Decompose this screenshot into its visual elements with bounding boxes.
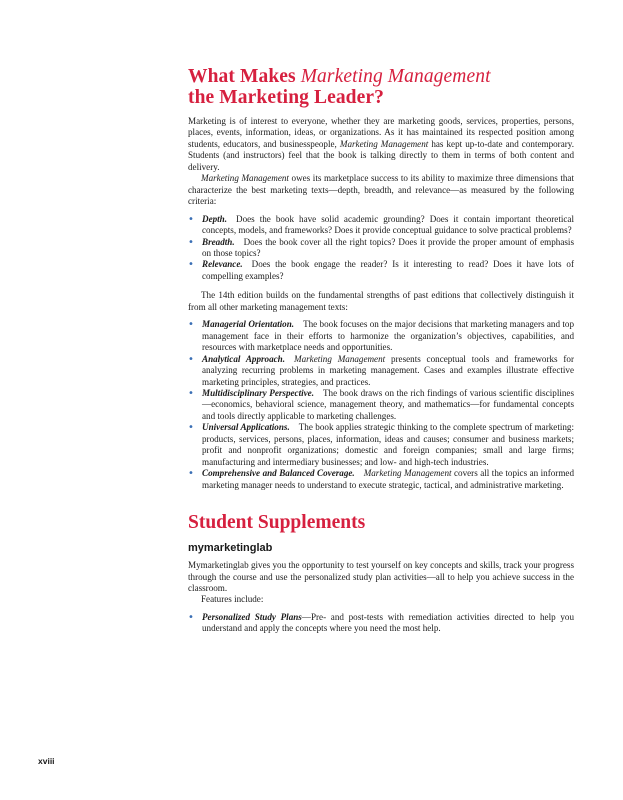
- heading-prefix: What Makes: [188, 66, 301, 87]
- features-label: Features include:: [201, 594, 264, 605]
- intro-paragraph-1: [188, 116, 574, 173]
- strength-term: Comprehensive and Balanced Coverage.: [202, 468, 355, 479]
- bullet-icon: •: [188, 319, 194, 331]
- page-number: xviii: [38, 756, 55, 766]
- list-item: [188, 354, 574, 388]
- list-item: [188, 319, 574, 353]
- list-item: [188, 259, 574, 282]
- intro-p1-text-b: has kept up-to-date and contemporary. Students (and instructors) feel that the book is talking directly to them in terms of both content and delivery.: [188, 138, 574, 172]
- criteria-term: Depth.: [202, 213, 228, 224]
- criteria-text: Does the book engage the reader? Is it interesting to read? Does it have lots of compelling examples?: [202, 259, 574, 281]
- list-item: [188, 237, 574, 260]
- strength-text: presents conceptual tools and frameworks for analyzing recurring problems in marketing management. Cases and examples illustrate effective marketing principles, strategies, and practices.: [202, 353, 574, 387]
- list-item: [188, 214, 574, 237]
- strength-text: covers all the topics an informed marketing manager needs to understand to execute strategic, tactical, and administrative marketing.: [202, 468, 574, 490]
- criteria-list: [188, 214, 574, 283]
- strength-term: Multidisciplinary Perspective.: [202, 387, 314, 398]
- features-list: [188, 612, 574, 635]
- feature-text: —Pre- and post-tests with remediation activities directed to help you understand and apply the concepts where you need the most help.: [202, 611, 574, 634]
- list-item: [188, 612, 574, 635]
- section-heading-student-supplements: Student Supplements: [188, 512, 366, 534]
- list-item: [188, 388, 574, 422]
- feature-term: Personalized Study Plans: [202, 611, 302, 622]
- criteria-text: Does the book cover all the right topics? Does it provide the proper amount of emphasis on those topics?: [202, 236, 574, 258]
- criteria-text: Does the book have solid academic grounding? Does it contain important theoretical concepts, models, and frameworks? Does it provide conceptual guidance to solve practical problems?: [202, 213, 574, 236]
- strength-term: Analytical Approach.: [202, 353, 286, 364]
- strength-book: Marketing Management: [363, 468, 452, 479]
- strength-book: Marketing Management: [294, 353, 386, 364]
- intro-p2-book: Marketing Management: [201, 173, 289, 184]
- edition-paragraph: The 14th edition builds on the fundamental strengths of past editions that collectively distinguish it from all other marketing management texts:: [188, 290, 574, 312]
- mymarketinglab-logo: mymarketinglab: [188, 542, 273, 555]
- strength-text: The book draws on the rich findings of various scientific disciplines—economics, behavioral science, management theory, and mathematics—for fundamental concepts and tools directly applicable to marketing challenges.: [202, 387, 575, 421]
- strengths-list: [188, 319, 574, 491]
- bullet-icon: •: [188, 213, 194, 225]
- strength-term: Managerial Orientation.: [202, 319, 295, 330]
- section-heading-marketing-leader: [188, 66, 574, 108]
- heading-book-title: Marketing Management: [300, 66, 491, 87]
- list-item: [188, 422, 574, 468]
- strength-text: The book focuses on the major decisions that marketing managers and top management face in their efforts to harmonize the organization’s objectives, capabilities, and resources with marketplace needs and opportunities.: [202, 319, 574, 353]
- bullet-icon: •: [188, 611, 194, 623]
- bullet-icon: •: [188, 353, 194, 365]
- bullet-icon: •: [188, 236, 194, 248]
- heading-line2: the Marketing Leader?: [188, 87, 384, 108]
- bullet-icon: •: [188, 387, 194, 399]
- bullet-icon: •: [188, 259, 194, 271]
- strength-term: Universal Applications.: [202, 422, 290, 433]
- criteria-term: Relevance.: [202, 259, 243, 270]
- intro-paragraph-2: [188, 173, 574, 207]
- strength-text: The book applies strategic thinking to the complete spectrum of marketing: products, services, persons, places, information, ideas and causes; consumer and business markets; profit and nonprofit organizations; domestic and foreign companies; small and large firms; manufacturing and intermediary businesses; and low- and high-tech industries.: [202, 422, 575, 467]
- bullet-icon: •: [188, 468, 194, 480]
- list-item: [188, 468, 574, 491]
- mymarketinglab-paragraph: Mymarketinglab gives you the opportunity to test yourself on key concepts and skills, track your progress through the course and use the personalized study plan activities—all to help you achieve success in the classroom.: [188, 560, 574, 593]
- bullet-icon: •: [188, 422, 194, 434]
- intro-p1-book: Marketing Management: [339, 138, 429, 149]
- intro-p1-text-a: Marketing is of interest to everyone, whether they are marketing goods, services, properties, persons, places, events, information, ideas, or organizations. As it has maintained its respected position among students, educators, and businesspeople,: [188, 116, 574, 149]
- intro-p2-text: owes its marketplace success to its ability to maximize three dimensions that characterize the best marketing texts—depth, breadth, and relevance—as measured by the following criteria:: [188, 173, 574, 207]
- criteria-term: Breadth.: [202, 236, 235, 247]
- page-content: [188, 66, 574, 635]
